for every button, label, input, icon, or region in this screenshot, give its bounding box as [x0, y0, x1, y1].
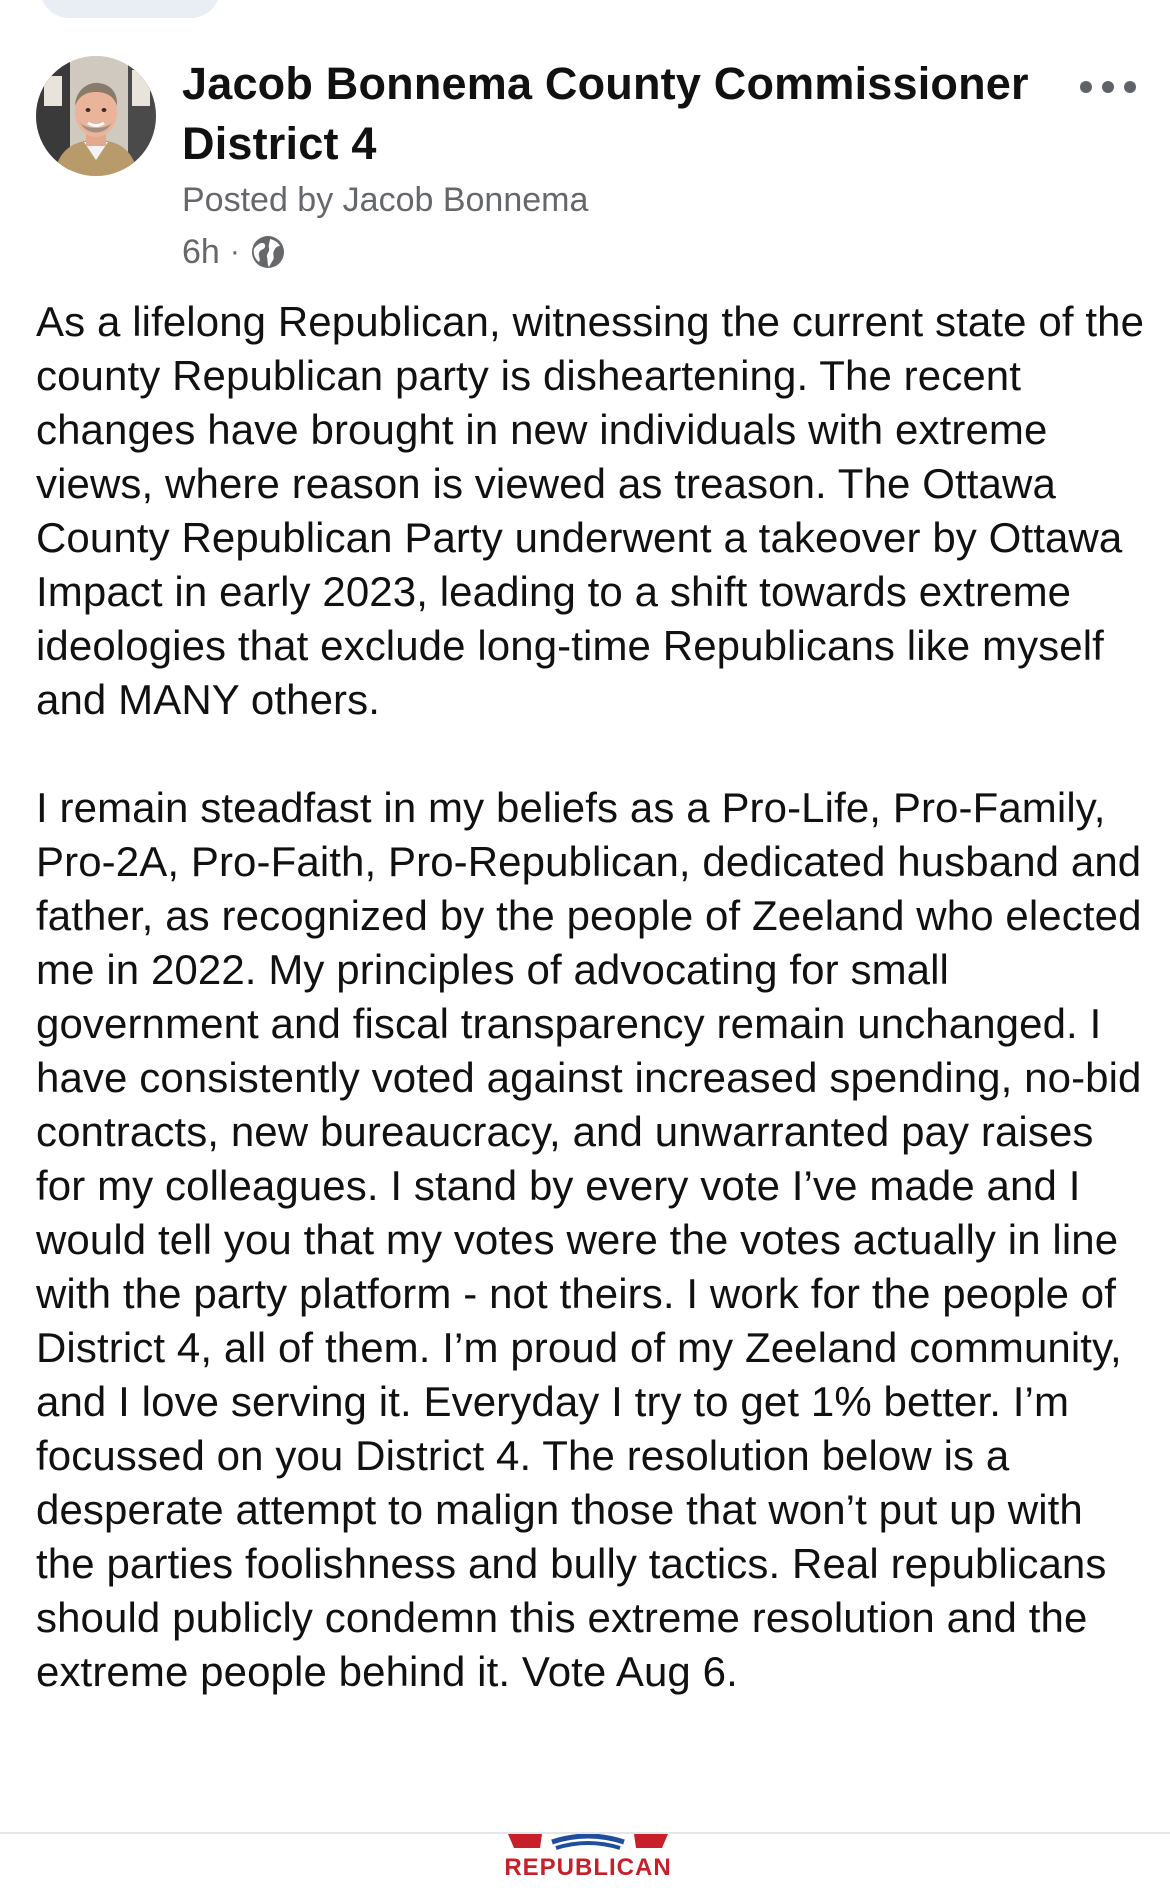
post-meta: [182, 230, 286, 274]
meta-separator: ·: [229, 235, 240, 268]
profile-photo: [36, 56, 156, 176]
post-paragraph: I remain steadfast in my beliefs as a Pro-Life, Pro-Family, Pro-2A, Pro-Faith, Pro-Republican, dedicated husband and father, as recognized by the people of Zeeland who elected me in 2022. My principles of advocating for small government and fiscal transparency remain unchanged. I have consistently voted against increased spending, no-bid contracts, new bureaucracy, and unwarranted pay raises for my colleagues. I stand by every vote I’ve made and I would tell you that my votes were the votes actually in line with the party platform - not theirs. I work for the people of District 4, all of them. I’m proud of my Zeeland community, and I love serving it. Everyday I try to get 1% better. I’m focussed on you District 4. The resolution below is a desperate attempt to malign those that won’t put up with the parties foolishness and bully tactics. Real republicans should publicly condemn this extreme resolution and the extreme people behind it. Vote Aug 6.: [36, 784, 1142, 1695]
more-dot: [1102, 81, 1114, 93]
post-header: [36, 54, 1140, 284]
globe-icon[interactable]: [250, 234, 286, 270]
more-options-icon[interactable]: [1080, 72, 1136, 102]
attachment-preview[interactable]: [498, 1834, 678, 1888]
posted-by[interactable]: Posted by Jacob Bonnema: [182, 181, 589, 219]
attachment-title: REPUBLICAN: [504, 1854, 672, 1881]
avatar[interactable]: [36, 56, 156, 176]
more-dot: [1080, 81, 1092, 93]
top-pill-button[interactable]: [40, 0, 220, 18]
more-dot: [1124, 81, 1136, 93]
post-body: [36, 295, 1146, 1699]
republican-logo-icon: [498, 1834, 678, 1856]
post-timestamp[interactable]: 6h: [182, 233, 220, 271]
page-name[interactable]: Jacob Bonnema County Commissioner District 4: [182, 58, 1029, 169]
post-paragraph: As a lifelong Republican, witnessing the current state of the county Republican party is disheartening. The recent changes have brought in new individuals with extreme views, where reason is viewed as treason. The Ottawa County Republican Party underwent a takeover by Ottawa Impact in early 2023, leading to a shift towards extreme ideologies that exclude long-time Republicans like myself and MANY others.: [36, 298, 1145, 723]
